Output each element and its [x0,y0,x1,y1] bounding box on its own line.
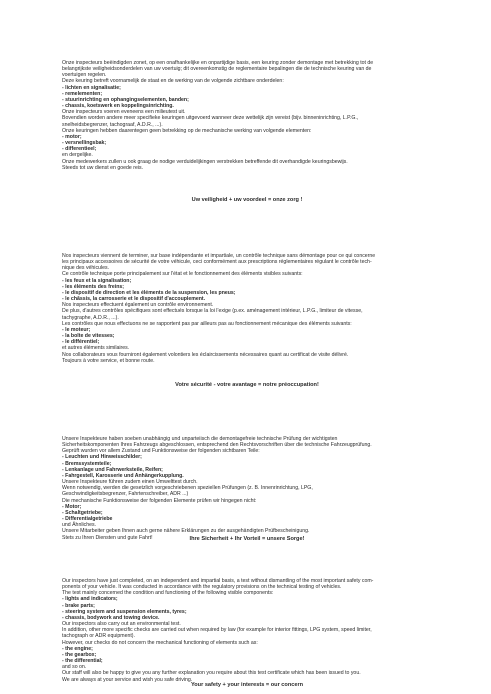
text-line: en dergelijke. [62,152,93,159]
french-slogan: Votre sécurité - votre avantage = notre préoccupation! [175,382,319,388]
text-line: - lights and indicators; [62,596,118,603]
text-line: - Bremssystemteile; [62,460,112,467]
text-line: Nos collaborateurs vous fourniront également volontiers les éclaircissements nécessaires quant au certificat de visite délivré. [62,351,349,358]
text-line: Nos inspecteurs effectuent également un contrôle environnement. [62,302,214,309]
text-line: Steeds tot uw dienst en goede reis. [62,164,144,171]
text-line: Onze inspecteurs beëindigden zonet, op een onafhankelijke en onpartijdige basis, een keuring zonder demontage met betrekking tot de [62,60,374,66]
text-line: - brake parts; [62,602,95,609]
german-text-section [62,436,432,541]
text-line: Deze keuring betreft voornamelijk de staat en de werking van de volgende zichtbare onderdelen: [62,78,284,85]
text-line: tachograph or ADR equipment). [62,633,135,640]
text-line: nique des véhicules. [62,265,110,272]
text-line: - Schaltgetriebe; [62,509,103,516]
text-line: - steering system and suspension elements, tyres; [62,608,187,615]
text-line: - lichten en signalisatie; [62,84,121,91]
english-slogan: Your safety + your interests = our concern [190,682,304,688]
text-line: - le différentiel; [62,339,100,346]
text-line: In addition, other more specific checks are carried out when required by law (for example for interior fittings, LPG system, speed limiter, [62,627,372,634]
text-line: Our inspectors have just completed, on an independent and impartial basis, a test without dismantling of the most important safety com- [62,578,374,584]
text-line: Onze inspecteurs voeren eveneens een milieutest uit. [62,109,186,116]
text-line: et autres éléments similaires. [62,345,130,352]
text-line: - Lenkanlage und Fahrwerksteile, Reifen; [62,466,163,473]
text-line: - the engine; [62,645,93,652]
french-text-section [62,253,432,364]
text-line: Onze medewerkers zullen u ook graag de nodige verduidelijkingen verstrekken betreffende dit overhandigde keuringsbewijs. [62,158,348,165]
dutch-slogan: Uw veiligheid + uw voordeel = onze zorg ! [191,197,303,203]
text-line: - the differential; [62,658,103,665]
text-line: De plus, d'autres contrôles spécifiques sont effectués lorsque la loi l'exige (p.ex. aménagement intérieur, L.P.G., limiteur de vitesse, [62,308,363,315]
text-line: tachygraphe, A.D.R., ...). [62,314,119,321]
text-line: Stets zu Ihren Diensten und gute Fahrt! [62,534,153,541]
text-line: - stuurinrichting en ophangingselementen, banden; [62,96,189,103]
text-line: belangrijkste veiligheidsonderdelen van uw voertuig; dit overeenkomstig de reglementaire bepalingen die de technische keuring van de [62,66,372,73]
text-line: Unsere Inspekteure führen zudem einen Umwelttest durch. [62,479,198,486]
text-line: - versnellingsbak; [62,140,107,147]
text-line: Les contrôles que nous effectuons ne se rapportent pas par ailleurs pas au fonctionnement mécanique des éléments suivants: [62,320,352,327]
text-line: - Differentialgetriebe [62,516,113,523]
text-line: - Leuchten und Hinweisschilder; [62,454,142,461]
text-line: - le moteur; [62,326,91,333]
text-line: - le châssis, la carrosserie et le dispositif d'accouplement. [62,296,206,303]
text-line: und Ähnliches. [62,522,97,529]
text-line: Bovendien worden andere meer specifieke keuringen uitgevoerd wanneer deze wettelijk zijn vereist (bijv. binneninrichting, L.P.G., [62,115,359,122]
text-line: - remelementen; [62,90,103,97]
text-line: snelheidsbegrenzer, tachograaf, A.D.R., ...). [62,121,163,128]
text-line: Ce contrôle technique porte principalement sur l'état et le fonctionnement des éléments visibles suivants: [62,271,303,278]
text-line: - chassis, bodywork and towing device. [62,614,160,621]
text-line: Our inspectors also carry out an environmental test. [62,621,181,628]
text-line: les principaux accessoires de sécurité de votre véhicule, ceci conformément aux prescriptions réglementaires régulant le contrôle tech- [62,259,372,266]
text-line: - the gearbox; [62,651,97,658]
text-line: - Motor; [62,503,82,510]
text-line: - differentieel; [62,146,97,153]
text-line: - les éléments des freins; [62,283,124,290]
text-line: Toujours à votre service, et bonne route. [62,357,155,364]
german-slogan: Ihre Sicherheit + Ihr Vorteil = unsere Sorge! [189,536,305,542]
text-line: voertuigen regelen. [62,72,107,79]
text-line: Sicherheitskomponenten Ihres Fahrzeugs abgeschlossen, entsprechend den Rechtsvorschriften über die technische Fahrzeugprüfung. [62,442,372,449]
text-line: and so on. [62,664,87,671]
text-line: - la boîte de vitesses; [62,333,115,340]
text-line: Unsere Mitarbeiter geben Ihnen auch gerne nähere Erklärungen zu der ausgehändigten Prüfbescheinigung. [62,528,310,535]
dutch-text-section [62,60,432,171]
text-line: Onze keuringen hebben daarentegen geen betrekking op de mechanische werking van volgende elementen: [62,127,312,134]
text-line: - motor; [62,133,82,140]
text-line: - chassis, koetswerk en koppelingsinrichting. [62,103,174,110]
text-line: Die mechanische Funktionsweise der folgenden Elemente prüfen wir hingegen nicht: [62,497,257,504]
text-line: Nos inspecteurs viennent de terminer, sur base indépendante et impartiale, un contrôle technique sans démontage pour ce qui concerne [62,253,376,259]
text-line: Our staff will also be happy to give you any further explanation you require about this test certificate which has been issued to you. [62,670,361,677]
text-line: - le dispositif de direction et les éléments de la suspension, les pneus; [62,289,236,296]
text-line: The test mainly concerned the condition and functioning of the following visible components: [62,590,274,597]
text-line: However, our checks do not concern the mechanical functioning of elements such as: [62,639,258,646]
text-line: Geschwindigkeitsbegrenzer, Fahrtenschreiber, ADR ...) [62,491,189,498]
text-line: - Fahrgestell, Karosserie und Anhängerkupplung. [62,472,184,479]
text-line: - les feux et la signalisation; [62,277,132,284]
text-line: Unsere Inspekteure haben soeben unabhängig und unparteiisch die demontagefreie technische Prüfung der wichtigsten [62,436,338,442]
text-line: Wenn notwendig, werden die gesetzlich vorgeschriebenen speziellen Prüfungen (z. B. Innenrinrichtung, LPG, [62,485,313,492]
text-line: We are always at your service and wish you safe driving. [62,676,193,683]
text-line: ponents of your vehicle. It was conducted in accordance with the regulatory provisions on the technical testing of vehicles. [62,584,342,591]
english-text-section [62,578,432,683]
text-line: Geprüft wurden vor allem Zustand und Funktionsweise der folgenden sichtbaren Teile: [62,448,260,455]
